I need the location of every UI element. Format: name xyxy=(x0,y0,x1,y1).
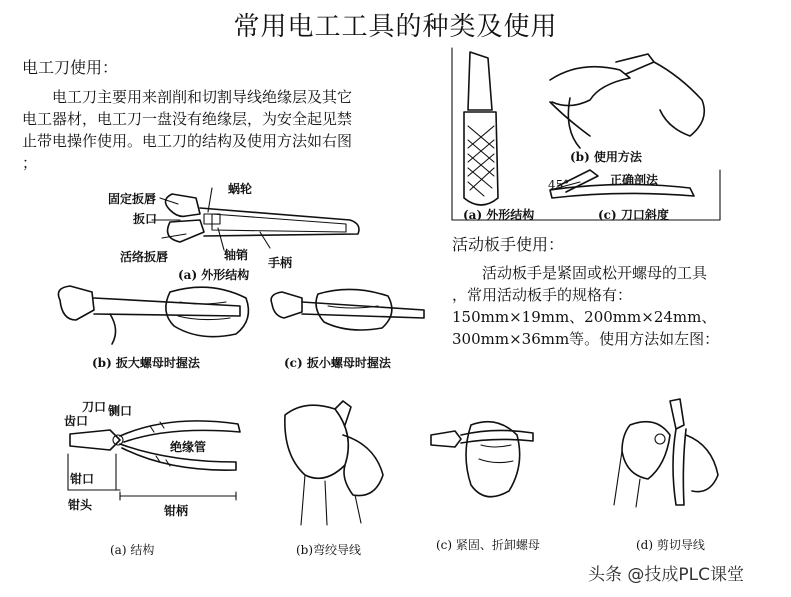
knife-paragraph-line: ； xyxy=(22,154,38,172)
wrench-paragraph-line: 150mm×19mm、200mm×24mm、 xyxy=(452,308,717,326)
knife-paragraph xyxy=(22,86,422,174)
pliers-label-cutter: 铡口 xyxy=(108,404,133,418)
pliers-label-blade: 刀口 xyxy=(82,400,107,414)
knife-usage-illustration xyxy=(550,54,704,148)
wrench-label-handle: 手柄 xyxy=(268,256,293,270)
knife-caption-angle: (c) 刀口斜度 xyxy=(598,208,669,222)
wrench-paragraph-line: ，常用活动板手的规格有： xyxy=(452,286,633,304)
pliers-label-jaw: 钳口 xyxy=(70,472,95,486)
knife-paragraph-line: 电工刀主要用来剖削和切割导线绝缘层及其它 xyxy=(52,88,353,106)
watermark: 头条 @技成PLC课堂 xyxy=(588,565,744,585)
pliers-structure-figure xyxy=(60,400,250,510)
page-title: 常用电工工具的种类及使用 xyxy=(233,12,558,42)
wrench-label-jaw-opening: 扳口 xyxy=(133,212,158,226)
pliers-label-head: 钳头 xyxy=(68,498,93,512)
pliers-caption-cut: (d) 剪切导线 xyxy=(636,538,705,552)
knife-angle-value: 45° xyxy=(548,178,570,192)
pliers-label-teeth: 齿口 xyxy=(64,414,89,428)
knife-correct-cut-label: 正确剖法 xyxy=(610,173,659,187)
knife-figure xyxy=(440,40,740,230)
wrench-small-nut-grip xyxy=(268,284,428,344)
knife-heading: 电工刀使用： xyxy=(22,58,119,77)
pliers-cut-figure xyxy=(600,395,730,515)
knife-paragraph-line: 电工器材，电工刀一盘没有绝缘层，为安全起见禁 xyxy=(22,110,353,128)
knife-caption-appearance: (a) 外形结构 xyxy=(463,208,535,222)
wrench-caption-large-nut: (b) 扳大螺母时握法 xyxy=(92,356,200,370)
wrench-caption-appearance: (a) 外形结构 xyxy=(178,268,250,282)
pliers-fasten-figure xyxy=(425,415,540,510)
pliers-caption-fasten: (c) 紧固、折卸螺母 xyxy=(436,538,540,552)
wrench-label-movable-jaw: 活络扳唇 xyxy=(120,250,169,264)
wrench-label-worm: 蜗轮 xyxy=(228,182,253,196)
knife-caption-usage: (b) 使用方法 xyxy=(570,150,642,164)
wrench-paragraph-line: 活动板手是紧固或松开螺母的工具 xyxy=(482,264,708,282)
knife-illustration xyxy=(464,52,498,205)
pliers-caption-structure: (a) 结构 xyxy=(110,543,155,557)
wrench-caption-small-nut: (c) 扳小螺母时握法 xyxy=(284,356,391,370)
pliers-caption-twist: (b)弯绞导线 xyxy=(296,543,362,557)
knife-paragraph-line: 止带电操作使用。电工刀的结构及使用方法如右图 xyxy=(22,132,353,150)
wrench-paragraph xyxy=(452,262,782,350)
wrench-paragraph-line: 300mm×36mm等。使用方法如左图： xyxy=(452,330,720,348)
pliers-label-insulation: 绝缘管 xyxy=(170,440,207,454)
wrench-label-fixed-jaw: 固定扳唇 xyxy=(108,192,157,206)
wrench-large-nut-grip xyxy=(50,280,260,350)
wrench-heading: 活动板手使用： xyxy=(452,235,565,254)
pliers-label-handle: 钳柄 xyxy=(164,504,189,518)
wrench-label-pin: 轴销 xyxy=(224,248,249,262)
pliers-twist-figure xyxy=(265,395,395,530)
